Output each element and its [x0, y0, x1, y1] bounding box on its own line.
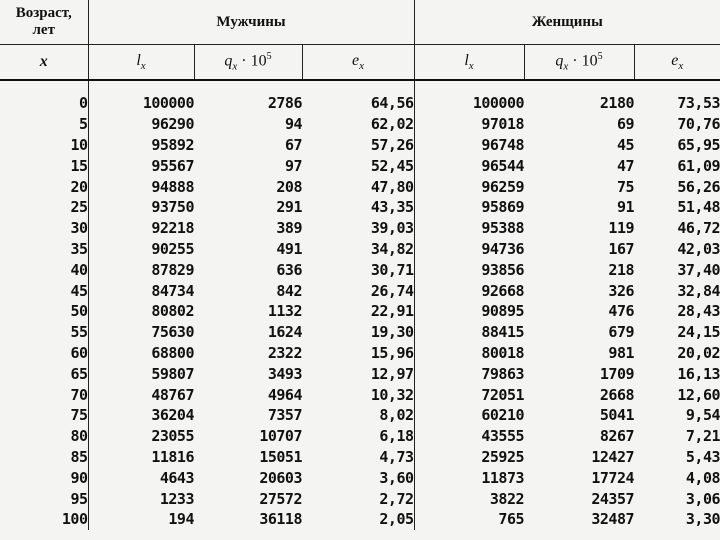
cell-women-ex: 7,21 — [685, 427, 720, 446]
cell-men-lx: 93750 — [88, 197, 194, 218]
cell-men-ex: 15,96 — [370, 343, 414, 362]
cell-age: 70 — [70, 385, 88, 404]
age-header-line2: лет — [32, 22, 55, 38]
cell-men-qx: 1132 — [267, 302, 302, 321]
cell-women-ex: 65,95 — [677, 135, 720, 154]
cell-men-ex: 4,73 — [379, 447, 414, 466]
cell-men-qx: 208 — [276, 177, 302, 196]
cell-women-lx: 88415 — [414, 322, 524, 343]
cell-men-qx: 4964 — [267, 385, 302, 404]
cell-age: 50 — [70, 302, 88, 321]
cell-women-lx: 90895 — [414, 301, 524, 322]
cell-men-qx: 7357 — [267, 406, 302, 425]
cell-men-ex: 57,26 — [370, 135, 414, 154]
cell-women-qx: 679 — [608, 323, 635, 342]
cell-men-qx: 291 — [276, 198, 302, 217]
cell-women-ex: 73,53 — [677, 94, 720, 113]
cell-women-ex: 9,54 — [685, 406, 720, 425]
col-men-qx-header: $q_x \cdot 10^5$ — [194, 45, 302, 81]
cell-men-lx: 1233 — [88, 488, 194, 509]
cell-women-qx: 8267 — [599, 427, 635, 446]
cell-men-ex: 64,56 — [370, 94, 414, 113]
cell-women-lx: 97018 — [414, 114, 524, 135]
col-x-header: x — [0, 45, 88, 81]
age-header — [0, 0, 88, 45]
cell-men-ex: 39,03 — [370, 219, 414, 238]
cell-age: 55 — [70, 323, 88, 342]
cell-age: 20 — [70, 177, 88, 196]
cell-men-ex: 26,74 — [370, 281, 414, 300]
cell-women-ex: 16,13 — [677, 364, 720, 383]
cell-women-qx: 45 — [616, 135, 635, 154]
cell-men-ex: 6,18 — [379, 427, 414, 446]
cell-age: 35 — [70, 239, 88, 258]
table-row — [0, 280, 720, 301]
cell-men-lx: 95567 — [88, 155, 194, 176]
table-row — [0, 239, 720, 260]
cell-women-ex: 3,30 — [685, 510, 720, 529]
table-row — [0, 259, 720, 280]
cell-women-ex: 32,84 — [677, 281, 720, 300]
cell-men-ex: 10,32 — [370, 385, 414, 404]
cell-men-lx: 48767 — [88, 384, 194, 405]
cell-women-lx: 11873 — [414, 467, 524, 488]
cell-women-ex: 3,06 — [685, 489, 720, 508]
cell-men-qx: 1624 — [267, 323, 302, 342]
cell-women-qx: 326 — [608, 281, 635, 300]
cell-men-qx: 2322 — [267, 343, 302, 362]
cell-men-lx: 36204 — [88, 405, 194, 426]
cell-age: 75 — [70, 406, 88, 425]
cell-men-qx: 94 — [284, 115, 302, 134]
cell-age: 85 — [70, 447, 88, 466]
cell-women-ex: 56,26 — [677, 177, 720, 196]
cell-women-ex: 46,72 — [677, 219, 720, 238]
cell-men-qx: 3493 — [267, 364, 302, 383]
cell-women-ex: 70,76 — [677, 115, 720, 134]
men-header: Мужчины — [88, 0, 414, 45]
cell-age: 30 — [70, 219, 88, 238]
cell-women-lx: 96748 — [414, 135, 524, 156]
cell-women-qx: 981 — [608, 343, 635, 362]
cell-women-ex: 12,60 — [677, 385, 720, 404]
cell-women-qx: 17724 — [591, 468, 635, 487]
cell-men-lx: 194 — [88, 509, 194, 530]
table-body — [0, 93, 720, 530]
table-row — [0, 426, 720, 447]
cell-women-qx: 47 — [616, 156, 635, 175]
table-row — [0, 467, 720, 488]
cell-men-qx: 36118 — [259, 510, 302, 529]
cell-men-qx: 491 — [276, 239, 302, 258]
cell-women-ex: 37,40 — [677, 260, 720, 279]
cell-women-lx: 72051 — [414, 384, 524, 405]
table-row — [0, 155, 720, 176]
cell-women-lx: 92668 — [414, 280, 524, 301]
cell-men-lx: 68800 — [88, 343, 194, 364]
table-row — [0, 509, 720, 530]
cell-women-qx: 5041 — [599, 406, 635, 425]
cell-men-qx: 10707 — [259, 427, 302, 446]
age-header-line1: Возраст, — [15, 5, 72, 21]
cell-men-ex: 12,97 — [370, 364, 414, 383]
cell-men-ex: 62,02 — [370, 115, 414, 134]
cell-women-lx: 25925 — [414, 447, 524, 468]
cell-women-qx: 476 — [608, 302, 635, 321]
cell-women-lx: 3822 — [414, 488, 524, 509]
women-header: Женщины — [414, 0, 720, 45]
cell-age: 0 — [78, 94, 88, 113]
cell-age: 10 — [70, 135, 88, 154]
cell-women-lx: 79863 — [414, 363, 524, 384]
cell-men-ex: 8,02 — [379, 406, 414, 425]
col-women-lx-header: $l_x$ — [414, 45, 524, 81]
cell-women-ex: 28,43 — [677, 302, 720, 321]
table-row — [0, 301, 720, 322]
cell-men-lx: 95892 — [88, 135, 194, 156]
cell-men-ex: 30,71 — [370, 260, 414, 279]
cell-age: 95 — [70, 489, 88, 508]
cell-age: 40 — [70, 260, 88, 279]
cell-age: 65 — [70, 364, 88, 383]
table-row — [0, 405, 720, 426]
cell-women-qx: 218 — [608, 260, 635, 279]
cell-women-ex: 51,48 — [677, 198, 720, 217]
cell-age: 100 — [61, 510, 88, 529]
cell-men-lx: 87829 — [88, 259, 194, 280]
cell-men-lx: 92218 — [88, 218, 194, 239]
table-row — [0, 197, 720, 218]
cell-women-lx: 96259 — [414, 176, 524, 197]
cell-men-lx: 100000 — [88, 93, 194, 114]
cell-women-lx: 95869 — [414, 197, 524, 218]
cell-women-qx: 91 — [616, 198, 635, 217]
table-row — [0, 322, 720, 343]
cell-women-lx: 43555 — [414, 426, 524, 447]
cell-women-lx: 96544 — [414, 155, 524, 176]
cell-men-lx: 11816 — [88, 447, 194, 468]
cell-men-ex: 3,60 — [379, 468, 414, 487]
cell-men-ex: 22,91 — [370, 302, 414, 321]
table-row — [0, 343, 720, 364]
cell-women-lx: 100000 — [414, 93, 524, 114]
table-row — [0, 135, 720, 156]
table-row — [0, 218, 720, 239]
cell-men-ex: 34,82 — [370, 239, 414, 258]
col-women-ex-header: $e_x$ — [634, 45, 720, 81]
cell-men-qx: 15051 — [259, 447, 302, 466]
cell-women-lx: 95388 — [414, 218, 524, 239]
cell-age: 60 — [70, 343, 88, 362]
cell-age: 80 — [70, 427, 88, 446]
cell-women-qx: 75 — [616, 177, 635, 196]
cell-women-ex: 24,15 — [677, 323, 720, 342]
cell-men-lx: 59807 — [88, 363, 194, 384]
cell-women-lx: 765 — [414, 509, 524, 530]
cell-women-ex: 4,08 — [685, 468, 720, 487]
cell-men-ex: 2,05 — [379, 510, 414, 529]
cell-men-lx: 84734 — [88, 280, 194, 301]
cell-men-qx: 27572 — [259, 489, 302, 508]
col-men-lx-header: $l_x$ — [88, 45, 194, 81]
cell-age: 90 — [70, 468, 88, 487]
cell-women-qx: 32487 — [591, 510, 635, 529]
col-men-ex-header: $e_x$ — [302, 45, 414, 81]
cell-men-qx: 636 — [276, 260, 302, 279]
table-row — [0, 363, 720, 384]
table-row — [0, 114, 720, 135]
table-row — [0, 488, 720, 509]
cell-women-qx: 24357 — [591, 489, 635, 508]
cell-men-qx: 97 — [284, 156, 302, 175]
table-row — [0, 447, 720, 468]
cell-men-ex: 52,45 — [370, 156, 414, 175]
table-row — [0, 384, 720, 405]
cell-women-qx: 1709 — [599, 364, 635, 383]
cell-women-qx: 12427 — [591, 447, 635, 466]
cell-men-lx: 96290 — [88, 114, 194, 135]
cell-women-ex: 20,02 — [677, 343, 720, 362]
col-women-qx-header: $q_x \cdot 10^5$ — [524, 45, 634, 81]
header-group-row — [0, 0, 720, 45]
cell-women-ex: 61,09 — [677, 156, 720, 175]
cell-age: 5 — [78, 115, 88, 134]
cell-women-qx: 167 — [608, 239, 635, 258]
cell-men-lx: 4643 — [88, 467, 194, 488]
cell-age: 45 — [70, 281, 88, 300]
cell-women-qx: 2668 — [599, 385, 635, 404]
cell-women-ex: 42,03 — [677, 239, 720, 258]
cell-men-ex: 2,72 — [379, 489, 414, 508]
header-sub-row — [0, 45, 720, 81]
header-separator — [0, 80, 720, 93]
cell-men-ex: 47,80 — [370, 177, 414, 196]
cell-men-qx: 842 — [276, 281, 302, 300]
cell-men-lx: 94888 — [88, 176, 194, 197]
cell-women-qx: 69 — [616, 115, 635, 134]
cell-women-lx: 94736 — [414, 239, 524, 260]
cell-women-ex: 5,43 — [685, 447, 720, 466]
cell-men-lx: 23055 — [88, 426, 194, 447]
cell-women-qx: 2180 — [599, 94, 635, 113]
cell-women-lx: 60210 — [414, 405, 524, 426]
cell-women-lx: 93856 — [414, 259, 524, 280]
table-row — [0, 93, 720, 114]
cell-men-qx: 2786 — [267, 94, 302, 113]
cell-age: 15 — [70, 156, 88, 175]
cell-women-qx: 119 — [608, 219, 635, 238]
cell-men-lx: 80802 — [88, 301, 194, 322]
cell-age: 25 — [70, 198, 88, 217]
cell-women-lx: 80018 — [414, 343, 524, 364]
table-row — [0, 176, 720, 197]
cell-men-qx: 67 — [284, 135, 302, 154]
cell-men-ex: 43,35 — [370, 198, 414, 217]
cell-men-lx: 75630 — [88, 322, 194, 343]
cell-men-ex: 19,30 — [370, 323, 414, 342]
cell-men-qx: 20603 — [259, 468, 302, 487]
cell-men-lx: 90255 — [88, 239, 194, 260]
cell-men-qx: 389 — [276, 219, 302, 238]
